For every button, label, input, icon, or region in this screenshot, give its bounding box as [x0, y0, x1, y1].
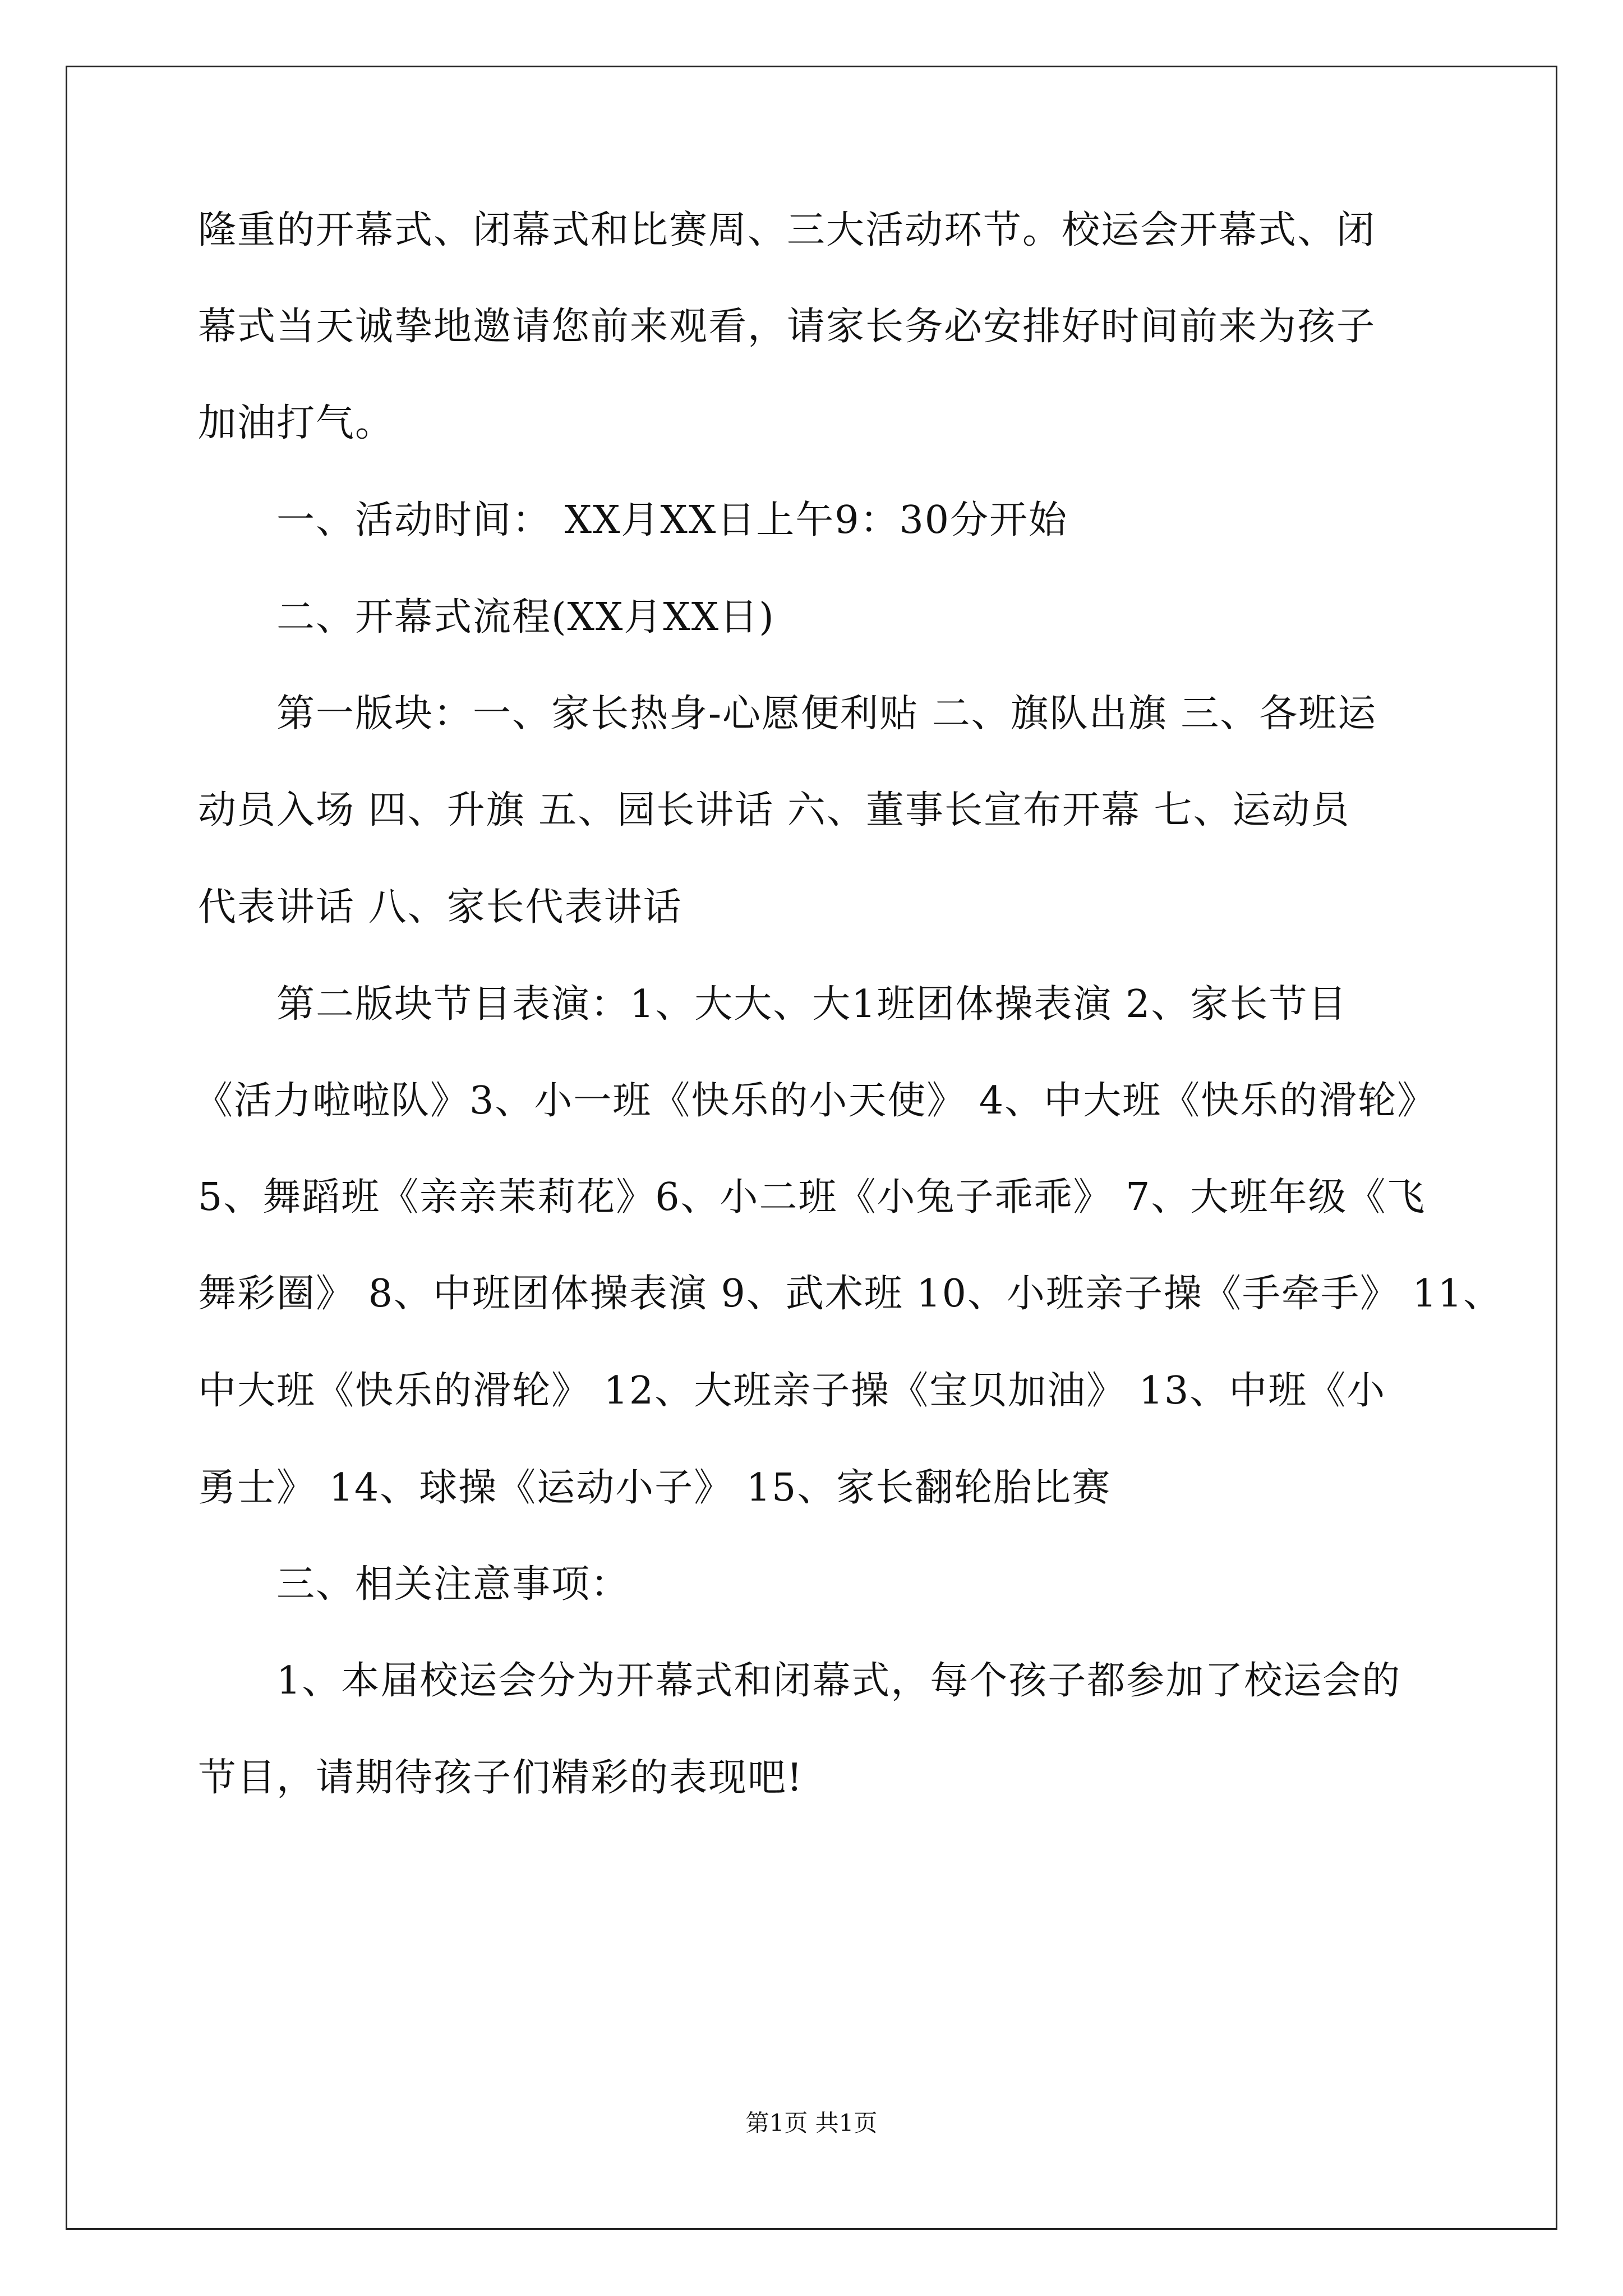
page-footer: 第1页 共1页: [745, 2109, 878, 2137]
text-line: 1、本届校运会分为开幕式和闭幕式，每个孩子都参加了校运会的: [276, 1659, 1401, 1703]
text-line: 幕式当天诚挚地邀请您前来观看，请家长务必安排好时间前来为孩子: [198, 305, 1376, 349]
text-line: 第二版块节目表演：1、大大、大1班团体操表演 2、家长节目: [276, 982, 1348, 1027]
text-line-notes-heading: 三、相关注意事项：: [276, 1562, 630, 1607]
text-line: 节目，请期待孩子们精彩的表现吧!: [198, 1756, 804, 1800]
text-line: 舞彩圈》 8、中班团体操表演 9、武术班 10、小班亲子操《手牵手》 11、: [198, 1272, 1503, 1316]
text-line: 5、舞蹈班《亲亲茉莉花》6、小二班《小兔子乖乖》 7、大班年级《飞: [198, 1175, 1426, 1220]
text-line-opening-flow: 二、开幕式流程(XX月XX日): [276, 595, 775, 639]
text-line: 动员入场 四、升旗 五、园长讲话 六、董事长宣布开幕 七、运动员: [198, 788, 1350, 832]
text-line: 勇士》 14、球操《运动小子》 15、家长翻轮胎比赛: [198, 1466, 1112, 1510]
text-line: 第一版块：一、家长热身-心愿便利贴 二、旗队出旗 三、各班运: [276, 692, 1377, 736]
text-line: 《活力啦啦队》3、小一班《快乐的小天使》 4、中大班《快乐的滑轮》: [195, 1079, 1437, 1123]
text-line: 加油打气。: [198, 401, 395, 445]
text-line: 中大班《快乐的滑轮》 12、大班亲子操《宝贝加油》 13、中班《小: [198, 1369, 1386, 1413]
text-line: 隆重的开幕式、闭幕式和比赛周、三大活动环节。校运会开幕式、闭: [198, 208, 1376, 252]
text-line: 代表讲话 八、家长代表讲话: [198, 885, 683, 930]
text-line-activity-time: 一、活动时间： XX月XX日上午9：30分开始: [276, 498, 1068, 542]
page-border: [66, 66, 1557, 2230]
